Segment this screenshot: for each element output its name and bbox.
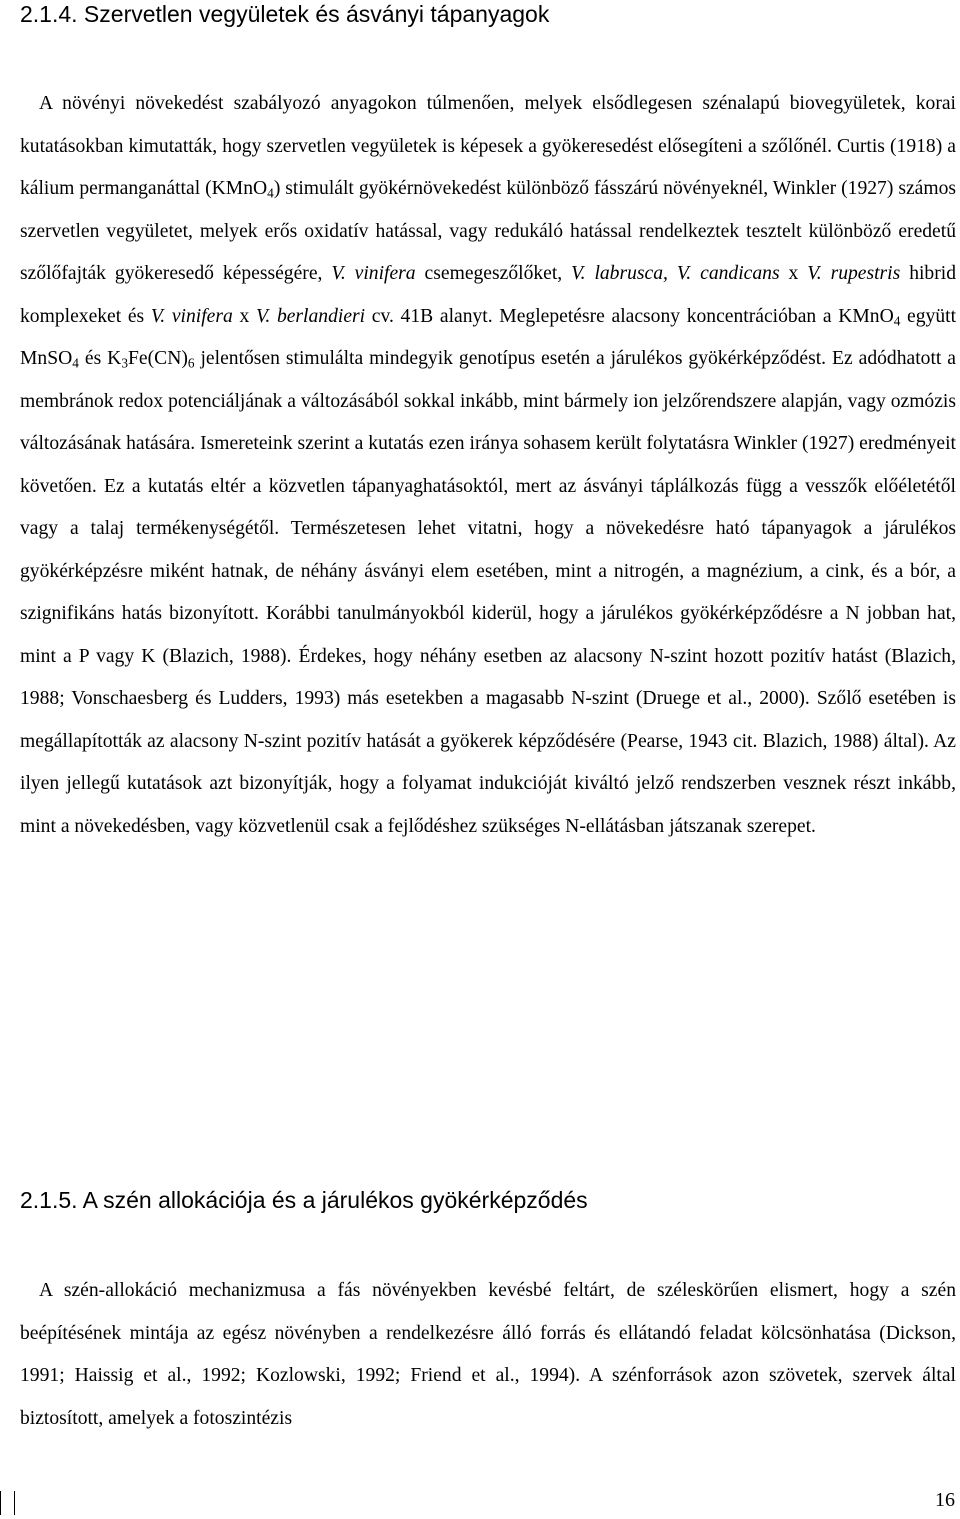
subscript: 3 xyxy=(121,355,128,371)
text-run: A szén-allokáció mechanizmusa a fás növényekben kevésbé feltárt, de széleskörűen elismert, hogy a szén beépítésének mintája az egész növényben a rendelkezésre álló forrás és ellátandó feladat kölcsönhatása (Dickson, 1991; Haissig et al., 1992; Kozlowski, 1992; Friend et al., 1994). A szénforrások azon szövetek, szervek által biztosított, amelyek a fotoszintézis xyxy=(20,1280,956,1429)
text-run: cv. 41B alanyt. Meglepetésre alacsony koncentrációban a KMnO xyxy=(365,305,894,327)
text-run: hibrid komplexeket és xyxy=(20,263,956,327)
text-run: Fe(CN) xyxy=(128,348,188,369)
section-2-1-4-paragraph xyxy=(20,83,956,848)
species-name: V. rupestris xyxy=(807,263,901,284)
text-run: x xyxy=(779,263,808,284)
species-name: V. berlandieri xyxy=(255,305,366,327)
page-edge-mark xyxy=(0,1491,1,1515)
page-number: 16 xyxy=(935,1489,955,1511)
text-run: ) stimulált gyökérnövekedést különböző fásszárú növényeknél, Winkler (1927) számos szervetlen vegyületet, melyek erős oxidatív hatással, vagy redukáló hatással rendelkeztek tesztelt különböző eredetű szőlőfajták gyökeresedő képességére, xyxy=(20,178,957,284)
text-run: jelentősen stimulálta mindegyik genotípus esetén a járulékos gyökérképződést. Ez adódhatott a membránok redox potenciáljának a változásából sokkal inkább, mint bármely ion jelzőrendszere alapján, vagy ozmózis változásának hatására. Ismereteink szerint a kutatás ezen iránya sohasem került folytatásra Winkler (1927) eredményeit követően. Ez a kutatás eltér a közvetlen tápanyaghatásoktól, mert az ásványi táplálkozás függ a vesszők előéletétől vagy a talaj termékenységétől. Természetesen lehet vitatni, hogy a növekedésre ható tápanyagok a járulékos gyökérképzésre miként hatnak, de néhány ásványi elem esetében, mint a nitrogén, a magnézium, a cink, és a bór, a szignifikáns hatás bizonyított. Korábbi tanulmányokból kiderül, hogy a járulékos gyökérképződésre a N jobban hat, mint a P vagy K (Blazich, 1988). Érdekes, hogy néhány esetben az alacsony N-szint hozott pozitív hatást (Blazich, 1988; Vonschaesberg és Ludders, 1993) más esetekben a magasabb N-szint (Druege et al., 2000). Szőlő esetében is megállapították az alacsony N-szint pozitív hatását a gyökerek képződésére (Pearse, 1943 cit. Blazich, 1988) által). Az ilyen jellegű kutatások azt bizonyítják, hogy a folyamat indukcióját kiváltó jelző rendszerben vesznek részt inkább, mint a növekedésben, vagy közvetlenül csak a fejlődéshez szükséges N-ellátásban játszanak szerepet. xyxy=(20,348,957,837)
species-name: V. labrusca, V. candicans xyxy=(571,263,780,284)
text-run: csemegeszőlőket, xyxy=(415,263,572,284)
subscript: 4 xyxy=(72,355,79,371)
text-run: és K xyxy=(78,348,122,369)
text-run: x xyxy=(232,305,256,327)
subscript: 6 xyxy=(187,355,195,371)
section-2-1-5-paragraph xyxy=(20,1270,956,1440)
species-name: V. vinifera xyxy=(150,305,233,327)
species-name: V. vinifera xyxy=(331,263,416,284)
subscript: 4 xyxy=(893,312,901,328)
subscript: 4 xyxy=(267,185,274,201)
section-heading-2-1-5: 2.1.5. A szén allokációja és a járulékos gyökérképződés xyxy=(20,1187,588,1213)
page-edge-mark xyxy=(14,1491,15,1515)
section-heading-2-1-4: 2.1.4. Szervetlen vegyületek és ásványi tápanyagok xyxy=(20,1,550,27)
text-run: együtt MnSO xyxy=(20,305,957,369)
text-run: A növényi növekedést szabályozó anyagokon túlmenően, melyek elsődlegesen szénalapú biovegyületek, korai kutatásokban kimutatták, hogy szervetlen vegyületek is képesek a gyökeresedést elősegíteni a szőlőnél. Curtis (1918) a kálium permanganáttal (KMnO xyxy=(20,93,956,199)
